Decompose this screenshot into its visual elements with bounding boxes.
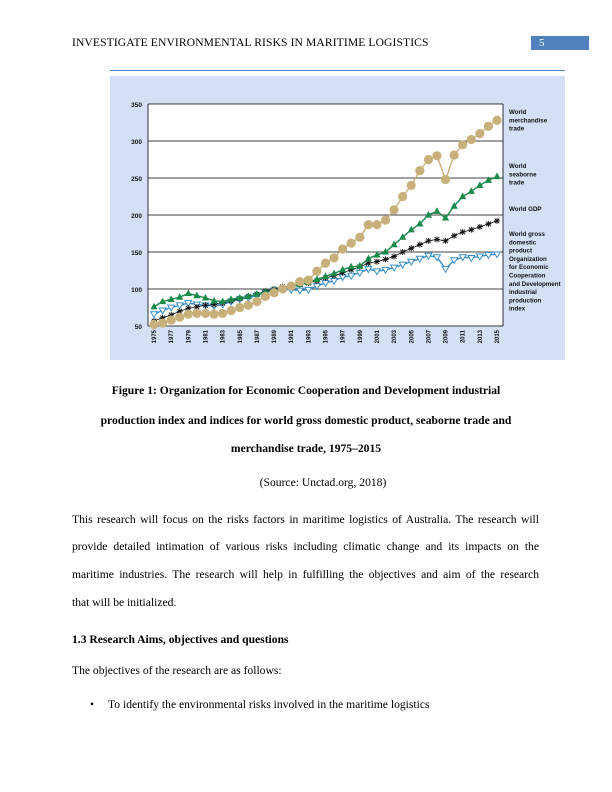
data-point (425, 238, 431, 244)
data-point (252, 297, 261, 306)
x-tick-label: 1995 (323, 330, 330, 344)
objectives-intro: The objectives of the research are as follows: (72, 664, 282, 677)
data-point (424, 155, 433, 164)
figure-caption-line-1: Figure 1: Organization for Economic Cooperation and Development industrial (111, 384, 501, 397)
data-point (372, 220, 381, 229)
data-point (364, 220, 373, 229)
data-point (149, 320, 158, 329)
data-point (218, 309, 227, 318)
x-tick-label: 1981 (203, 330, 210, 344)
data-point (295, 277, 304, 286)
data-point (329, 253, 338, 262)
legend-label: merchandise (509, 117, 548, 125)
paragraph-line: provide detailed intimation of various risks including climatic change and its impacts on the (72, 540, 539, 553)
legend-label: seaborne (509, 171, 537, 179)
data-point (417, 242, 423, 248)
legend-label: for Economic (509, 264, 549, 272)
paragraph-line: maritime industries. The research will help in fulfilling the objectives and aim of the research (72, 568, 539, 581)
x-tick-label: 2011 (460, 330, 467, 344)
paragraph-line: This research will focus on the risks factors in maritime logistics of Australia. The research will (72, 513, 539, 526)
data-point (355, 233, 364, 242)
data-point (398, 192, 407, 201)
figure-caption-line-3: merchandise trade, 1975–2015 (230, 442, 382, 455)
data-point (492, 116, 501, 125)
legend-label: production (509, 297, 542, 305)
header-divider (110, 70, 565, 71)
data-point (321, 259, 330, 268)
data-point (407, 181, 416, 190)
data-point (201, 309, 210, 318)
page-number: 5 (531, 36, 589, 50)
x-tick-label: 1987 (254, 330, 261, 344)
data-point (484, 122, 493, 131)
data-point (269, 288, 278, 297)
data-point (475, 129, 484, 138)
data-point (477, 224, 483, 230)
y-tick-label: 100 (131, 287, 142, 294)
data-point (374, 259, 380, 265)
legend-label: World (509, 163, 527, 170)
data-point (158, 318, 167, 327)
legend-label: Organization (509, 255, 547, 263)
data-point (434, 236, 440, 242)
y-tick-label: 150 (131, 250, 142, 257)
paragraph-line: that will be initialized. (72, 596, 177, 609)
data-point (184, 310, 193, 319)
x-tick-label: 1989 (272, 330, 279, 344)
data-point (408, 245, 414, 251)
data-point (441, 175, 450, 184)
data-point (304, 276, 313, 285)
bullet-item: To identify the environmental risks involved in the maritime logistics (108, 698, 430, 711)
data-point (347, 239, 356, 248)
data-point (390, 205, 399, 214)
x-tick-label: 2001 (374, 330, 381, 344)
legend-label: trade (509, 125, 525, 133)
data-point (391, 253, 397, 259)
y-tick-label: 350 (131, 102, 142, 109)
data-point (202, 302, 208, 308)
figure-source: (Source: Unctad.org, 2018) (259, 476, 387, 489)
data-point (287, 281, 296, 290)
legend-label: product (509, 247, 533, 255)
data-point (381, 216, 390, 225)
data-point (415, 166, 424, 175)
y-tick-label: 250 (131, 176, 142, 183)
x-tick-label: 2015 (495, 330, 501, 344)
data-point (312, 267, 321, 276)
legend-label: and Development (509, 280, 561, 288)
header-title: INVESTIGATE ENVIRONMENTAL RISKS IN MARITIME LOGISTICS (72, 36, 429, 49)
x-tick-label: 1979 (186, 330, 193, 344)
data-point (235, 303, 244, 312)
figure-caption-line-2: production index and indices for world gross domestic product, seaborne trade and (100, 414, 512, 427)
data-point (278, 284, 287, 293)
bullet-icon: • (90, 698, 95, 711)
data-point (494, 218, 500, 224)
x-tick-label: 2009 (443, 330, 450, 344)
data-point (338, 244, 347, 253)
legend-label: World GDP (509, 206, 542, 213)
data-point (400, 249, 406, 255)
data-point (450, 150, 459, 159)
data-point (451, 233, 457, 239)
figure-panel (110, 76, 565, 360)
x-tick-label: 1977 (169, 330, 176, 344)
legend-label: World gross (509, 231, 545, 238)
data-point (192, 309, 201, 318)
x-tick-label: 1997 (340, 330, 347, 344)
x-tick-label: 1993 (306, 330, 313, 344)
data-point (227, 306, 236, 315)
x-tick-label: 1999 (357, 330, 364, 344)
legend-label: domestic (509, 239, 537, 247)
data-point (244, 301, 253, 310)
data-point (467, 135, 476, 144)
data-point (261, 292, 270, 301)
legend-label: Cooperation (509, 272, 546, 280)
y-tick-label: 200 (131, 213, 142, 220)
data-point (460, 229, 466, 235)
y-tick-label: 50 (134, 324, 142, 331)
legend-label: World (509, 109, 527, 116)
legend-label: index (509, 305, 526, 313)
data-point (485, 221, 491, 227)
x-tick-label: 1985 (237, 330, 244, 344)
data-point (383, 256, 389, 262)
x-tick-label: 1975 (152, 330, 158, 344)
line-chart (110, 76, 565, 360)
x-tick-label: 1983 (220, 330, 227, 344)
x-tick-label: 2007 (426, 330, 433, 344)
section-heading: 1.3 Research Aims, objectives and questions (72, 633, 289, 646)
x-tick-label: 1991 (289, 330, 296, 344)
x-tick-label: 2013 (477, 330, 484, 344)
y-tick-label: 300 (131, 139, 142, 146)
data-point (458, 140, 467, 149)
data-point (443, 238, 449, 244)
legend-label: trade (509, 179, 525, 187)
data-point (167, 315, 176, 324)
legend-label: industrial (509, 289, 537, 297)
data-point (432, 151, 441, 160)
data-point (209, 310, 218, 319)
data-point (175, 313, 184, 322)
data-point (468, 227, 474, 233)
x-tick-label: 2003 (392, 330, 399, 344)
x-tick-label: 2005 (409, 330, 416, 344)
